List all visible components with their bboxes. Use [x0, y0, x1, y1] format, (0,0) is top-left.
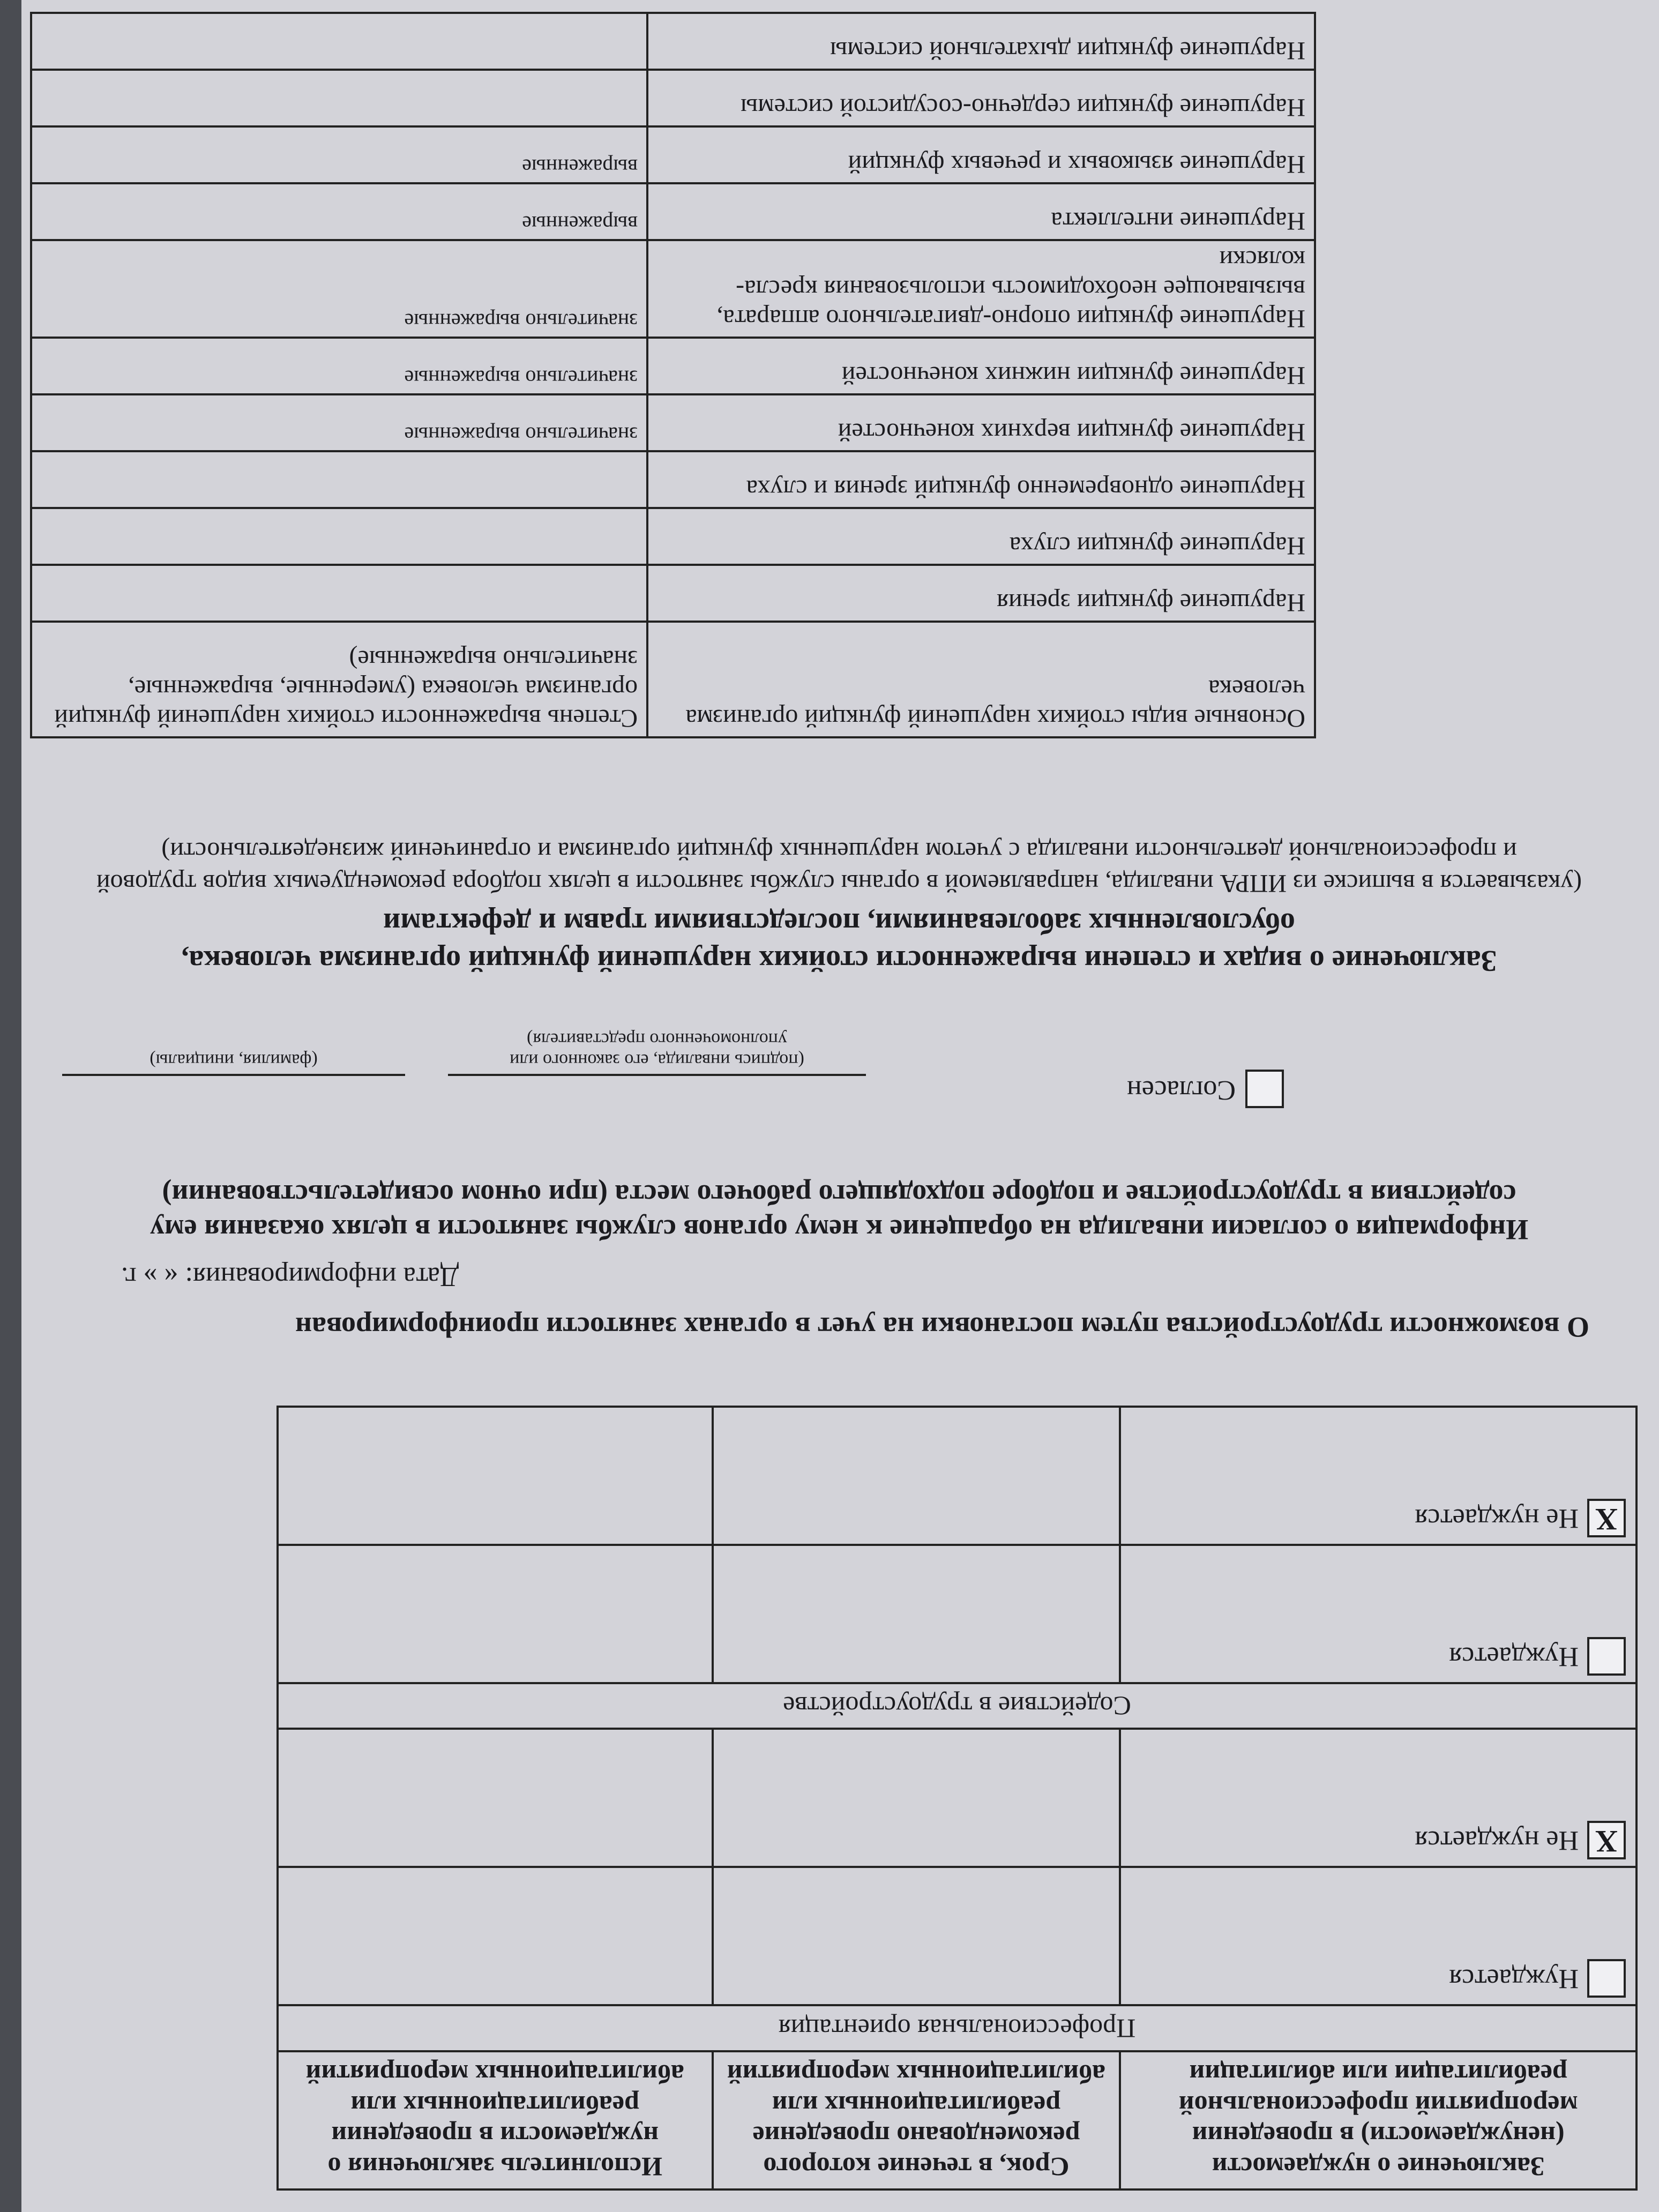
conclusion-block — [89, 835, 1589, 980]
impairment-type: Нарушение функции слуха — [647, 508, 1315, 565]
table-row — [31, 508, 1315, 565]
impairment-type: Нарушение функции зрения — [647, 565, 1315, 622]
table-row — [31, 183, 1315, 240]
informed-date: Дата информирования: « » г. — [121, 1261, 459, 1292]
impairment-type: Нарушение функции нижних конечностей — [647, 338, 1315, 394]
consent-label: Согласен — [1126, 1075, 1236, 1105]
header-executor: Исполнитель заключения о нуждаемости в проведении реабилитационных или абилитационных мероприятий — [278, 2051, 713, 2189]
table-row — [278, 1545, 1636, 1683]
option-label: Не нуждается — [1415, 1825, 1579, 1856]
option-cell — [1120, 1407, 1636, 1545]
executor-cell — [278, 1407, 713, 1545]
consent-row — [51, 1029, 1284, 1108]
table-row — [31, 451, 1315, 508]
section-row-employment — [278, 1683, 1636, 1729]
impairment-type: Нарушение функции дыхательной системы — [647, 13, 1315, 70]
document-page — [21, 0, 1659, 2212]
impairment-degree: значительно выраженные — [31, 394, 647, 451]
option-cell — [1120, 1729, 1636, 1867]
executor-cell — [278, 1729, 713, 1867]
impairment-type: Нарушение функции верхних конечностей — [647, 394, 1315, 451]
impairment-degree — [31, 13, 647, 70]
employment-title: О возможности трудоустройства путем постановки на учет в органах занятости проинформирован — [295, 1311, 1589, 1343]
impairments-header-row — [31, 622, 1315, 737]
impairment-degree: значительно выраженные — [31, 338, 647, 394]
option-cell — [1120, 1545, 1636, 1683]
impairment-degree: выраженные — [31, 183, 647, 240]
impairment-type: Нарушение одновременно функций зрения и слуха — [647, 451, 1315, 508]
term-cell — [713, 1545, 1120, 1683]
rotated-sheet — [21, 0, 1659, 2212]
checkbox[interactable]: X — [1587, 1499, 1626, 1537]
header-term: Срок, в течение которого рекомендовано проведение реабилитационных или абилитационных мероприятий — [713, 2051, 1120, 2189]
table-row — [278, 1407, 1636, 1545]
option-label: Нуждается — [1449, 1963, 1579, 1994]
impairment-degree — [31, 70, 647, 126]
rehabilitation-table — [276, 1406, 1638, 2191]
conclusion-title: Заключение о видах и степени выраженности стойких нарушений функций организма человека, обусловленных заболеваниями, последствиями травм и дефектами — [181, 907, 1497, 977]
impairment-degree: значительно выраженные — [31, 240, 647, 338]
option-label: Не нуждается — [1415, 1503, 1579, 1534]
impairment-degree: выраженные — [31, 126, 647, 183]
executor-cell — [278, 1545, 713, 1683]
checkbox[interactable]: X — [1587, 1821, 1626, 1860]
executor-cell — [278, 1867, 713, 2006]
table-row — [31, 338, 1315, 394]
impairments-col1-header: Основные виды стойких нарушений функций организма человека — [647, 622, 1315, 737]
option-cell — [1120, 1867, 1636, 2006]
term-cell — [713, 1729, 1120, 1867]
table-row — [278, 1729, 1636, 1867]
impairment-degree — [31, 451, 647, 508]
table-row — [31, 565, 1315, 622]
section-row-orientation — [278, 2006, 1636, 2052]
section-title: Профессиональная ориентация — [278, 2006, 1636, 2052]
impairment-degree — [31, 565, 647, 622]
impairment-type: Нарушение языковых и речевых функций — [647, 126, 1315, 183]
consent-title: Информация о согласии инвалида на обращение к нему органов службы занятости в целях оказания ему содействия в трудоустройстве и подборе подходящего рабочего места (при очном освидетельствовании) — [150, 1179, 1529, 1246]
impairments-table — [30, 12, 1316, 738]
term-cell — [713, 1407, 1120, 1545]
section-title: Содействие в трудоустройстве — [278, 1683, 1636, 1729]
conclusion-note: (указывается в выписке из ИПРА инвалида, направляемой в органы службы занятости в целях подбора рекомендуемых видов трудовой и профессиональной деятельности инвалида с учетом нарушенных функций организма и ограничений жизнедеятельности) — [96, 837, 1582, 898]
table-row — [278, 1867, 1636, 2006]
table-row — [31, 70, 1315, 126]
term-cell — [713, 1867, 1120, 2006]
impairment-degree — [31, 508, 647, 565]
consent-checkbox[interactable] — [1245, 1070, 1284, 1108]
impairments-col2-header: Степень выраженности стойких нарушений функций организма человека (умеренные, выраженные, значительно выраженные) — [31, 622, 647, 737]
header-conclusion: Заключение о нуждаемости (ненуждаемости) в проведении мероприятий профессиональной реабилитации или абилитации — [1120, 2051, 1636, 2189]
employment-info — [89, 1177, 1589, 1344]
table-row — [31, 126, 1315, 183]
table-row — [31, 13, 1315, 70]
impairment-type: Нарушение интеллекта — [647, 183, 1315, 240]
table-row — [31, 240, 1315, 338]
impairment-type: Нарушение функции сердечно-сосудистой системы — [647, 70, 1315, 126]
checkbox[interactable] — [1587, 1637, 1626, 1676]
name-caption: (фамилия, инициалы) — [62, 1033, 405, 1076]
checkbox[interactable] — [1587, 1960, 1626, 1998]
table-row — [31, 394, 1315, 451]
option-label: Нуждается — [1449, 1641, 1579, 1672]
signature-caption: (подпись инвалида, его законного или уполномоченного представителя) — [448, 1033, 866, 1076]
table-header-row — [278, 2051, 1636, 2189]
impairment-type: Нарушение функции опорно-двигательного аппарата, вызывающее необходимость использования кресла-коляски — [647, 240, 1315, 338]
